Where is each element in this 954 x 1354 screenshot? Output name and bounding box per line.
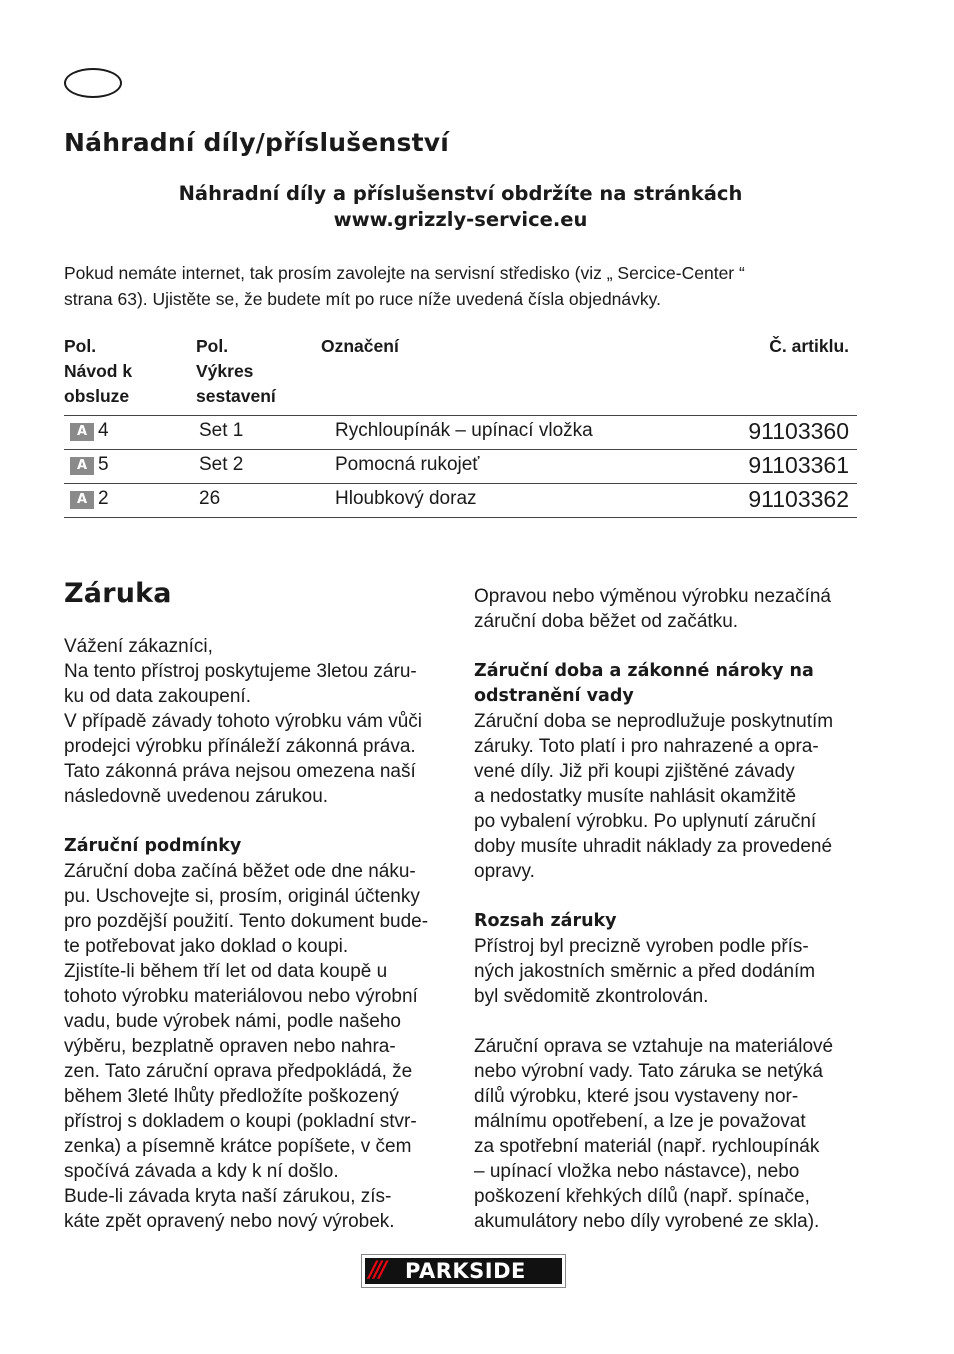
header-text: Výkres [196,361,254,381]
period-subheading: odstranění vady [474,686,634,706]
text-line: Vážení zákazníci, [64,636,213,657]
cell-pos-drawing: Set 2 [199,454,244,475]
cell-article: 91103361 [748,452,849,478]
cell-designation: Pomocná rukojeť [335,454,480,475]
table-row [64,482,857,516]
text-line: záruky. Toto platí i pro nahrazené a opra- [474,736,819,757]
cell-designation: Hloubkový doraz [335,488,477,509]
text-line: Tato zákonná práva nejsou omezena naší [64,761,416,782]
text-line: byl svědomitě zkontrolován. [474,986,709,1007]
figure-badge: A [70,491,94,509]
text-line: zen. Tato záruční oprava předpokládá, že [64,1061,413,1082]
spare-parts-notice-line1: Náhradní díly a příslušenství obdržíte na stránkách [178,182,743,205]
logo-text: PARKSIDE [405,1259,526,1283]
cell-designation: Rychloupínák – upínací vložka [335,420,593,441]
table-row [64,448,857,482]
text-line: vadu, bude výrobek námi, podle našeho [64,1011,401,1032]
text-line: Na tento přístroj poskytujeme 3letou záru- [64,661,417,682]
spacer [474,634,866,659]
warranty-heading: Záruka [64,578,172,609]
spacer [64,809,456,834]
header-designation: Označení [321,336,399,356]
cell-pos-manual [70,448,109,482]
logo-background [365,1258,562,1284]
text-line: ku od data zakoupení. [64,686,251,707]
text-line: opravy. [474,861,535,882]
header-text: Pol. [64,336,97,356]
text-line: Záruční oprava se vztahuje na materiálové [474,1036,834,1057]
intro-line: strana 63). Ujistěte se, že budete mít po ruce níže uvedená čísla objednávky. [64,289,661,309]
conditions-subheading: Záruční podmínky [64,836,242,856]
header-text: Návod k [64,361,133,381]
header-pos-drawing [196,334,276,409]
spare-parts-intro [64,260,864,312]
cell-pos-drawing: Set 1 [199,420,244,441]
text-line: záruční doba běžet od začátku. [474,611,739,632]
spacer [474,1009,866,1034]
text-line: následovně uvedenou zárukou. [64,786,329,807]
table-divider [64,517,857,518]
header-article: Č. artiklu. [769,336,849,356]
header-text: Pol. [196,336,229,356]
text-line: během 3leté lhůty předložíte poškozený [64,1086,399,1107]
text-line: přístroj s dokladem o koupi (pokladní stvr- [64,1111,417,1132]
text-line: Zjistíte-li během tří let od data koupě u [64,961,388,982]
logo-slashes: /// [369,1258,385,1283]
header-text: obsluze [64,386,130,406]
text-line: málnímu opotřebení, a lze je považovat [474,1111,806,1132]
text-line: pro pozdější použití. Tento dokument bude- [64,911,429,932]
text-line: Bude-li závada kryta naší zárukou, zís- [64,1186,392,1207]
text-line: akumulátory nebo díly vyrobené ze skla). [474,1211,820,1232]
text-line: nebo výrobní vady. Tato záruka se netýká [474,1061,823,1082]
table-row [64,414,857,448]
parkside-logo [361,1254,566,1288]
text-line: Opravou nebo výměnou výrobku nezačíná [474,586,831,607]
text-line: – upínací vložka nebo nástavce), nebo [474,1161,800,1182]
spacer [474,884,866,909]
figure-badge: A [70,457,94,475]
period-subheading: Záruční doba a zákonné nároky na [474,661,814,681]
text-line: poškození křehkých dílů (např. spínače, [474,1186,810,1207]
text-line: dílů výrobku, které jsou vystaveny nor- [474,1086,799,1107]
text-line: tohoto výrobku materiálovou nebo výrobní [64,986,418,1007]
cell-pos-drawing: 26 [199,488,221,509]
language-indicator-oval [64,68,122,98]
text-line: ných jakostních směrnic a před dodáním [474,961,816,982]
pos-value: 4 [98,420,109,441]
text-line: V případě závady tohoto výrobku vám vůči [64,711,423,732]
cell-pos-manual [70,482,109,516]
text-line: za spotřební materiál (např. rychloupínák [474,1136,820,1157]
text-line: po vybalení výrobku. Po uplynutí záruční [474,811,817,832]
text-line: Záruční doba se neprodlužuje poskytnutím [474,711,834,732]
text-line: káte zpět opravený nebo nový výrobek. [64,1211,395,1232]
cell-article: 91103360 [748,418,849,444]
text-line: Přístroj byl precizně vyroben podle přís- [474,936,809,957]
text-line: doby musíte uhradit náklady za provedené [474,836,833,857]
warranty-right-column [474,584,866,1234]
warranty-left-column [64,634,456,1234]
text-line: pu. Uschovejte si, prosím, originál účtenky [64,886,420,907]
cell-pos-manual [70,414,109,448]
text-line: vené díly. Již při koupi zjištěné závady [474,761,795,782]
header-pos-manual [64,334,132,409]
scope-subheading: Rozsah záruky [474,911,617,931]
spare-parts-url: www.grizzly-service.eu [333,208,588,231]
parts-table-header [64,334,857,418]
text-line: spočívá závada a kdy k ní došlo. [64,1161,339,1182]
text-line: prodejci výrobku přínáleží zákonná práva. [64,736,416,757]
cell-article: 91103362 [748,486,849,512]
pos-value: 2 [98,488,109,509]
text-line: te potřebovat jako doklad o koupi. [64,936,349,957]
text-line: zenka) a písemně krátce popíšete, v čem [64,1136,412,1157]
header-text: sestavení [196,386,276,406]
intro-line: Pokud nemáte internet, tak prosím zavolejte na servisní středisko (viz „ Sercice-Center “ [64,263,745,283]
figure-badge: A [70,423,94,441]
text-line: a nedostatky musíte nahlásit okamžitě [474,786,797,807]
pos-value: 5 [98,454,109,475]
spare-parts-heading: Náhradní díly/příslušenství [64,128,449,157]
text-line: výběru, bezplatně opraven nebo nahra- [64,1036,396,1057]
text-line: Záruční doba začíná běžet ode dne náku- [64,861,416,882]
